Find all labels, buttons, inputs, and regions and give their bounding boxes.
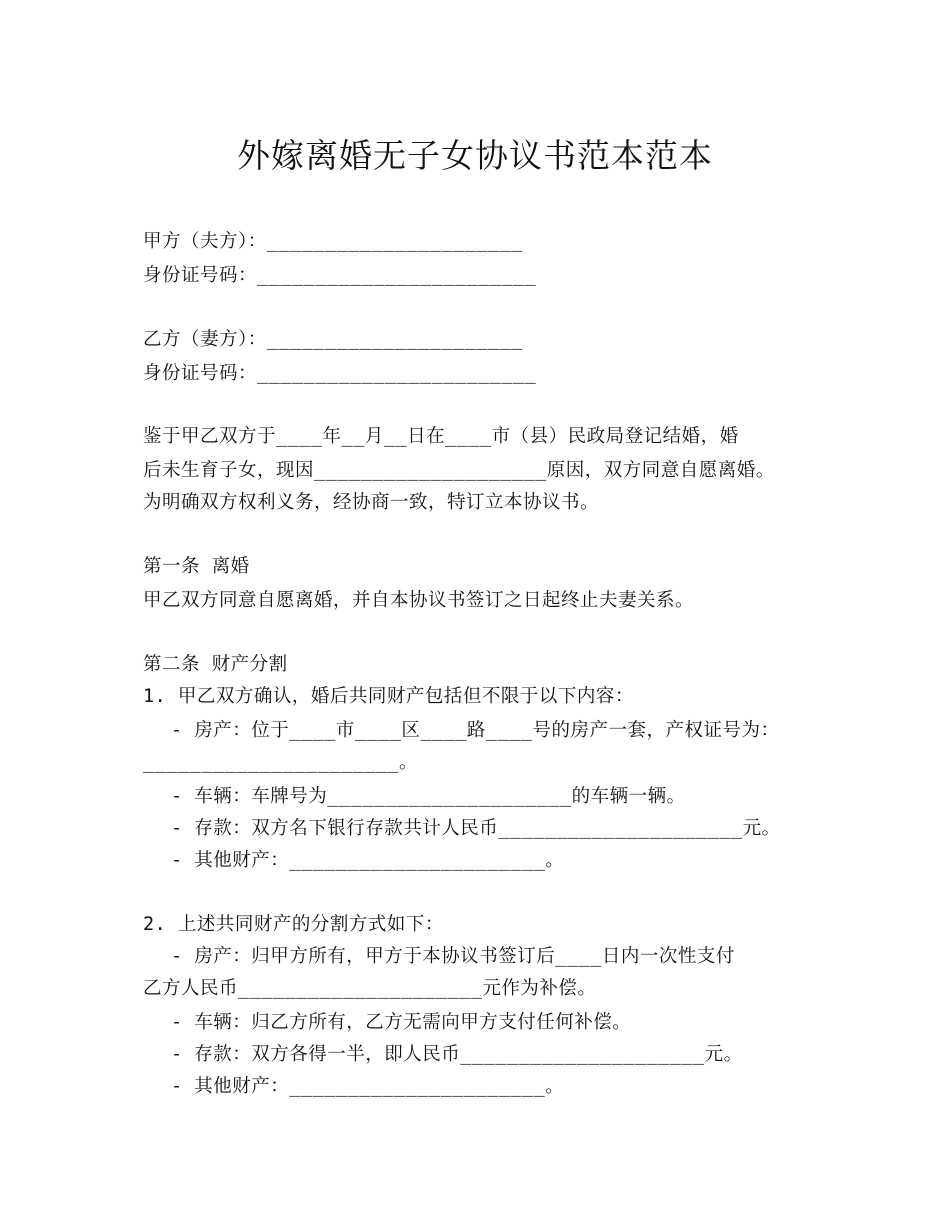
intro-line-3: 为明确双方权利义务，经协商一致，特订立本协议书。 [143, 492, 600, 513]
party-a-id-line: 身份证号码：________________________ [143, 265, 537, 286]
item-2-vehicle: - 车辆：归乙方所有，乙方无需向甲方支付任何补偿。 [171, 1012, 632, 1033]
article-2-heading: 第二条 财产分割 [143, 654, 288, 675]
item-1-house-line-2: ______________________。 [143, 752, 419, 773]
item-1-vehicle: - 车辆：车牌号为_____________________的车辆一辆。 [171, 786, 686, 807]
intro-line-2: 后未生育子女，现因____________________原因，双方同意自愿离婚。 [143, 460, 775, 481]
party-a-line: 甲方（夫方）：______________________ [143, 231, 523, 252]
party-b-line: 乙方（妻方）：______________________ [143, 329, 523, 350]
item-1-deposit: - 存款：双方名下银行存款共计人民币_____________________元。 [171, 818, 781, 839]
document-title: 外嫁离婚无子女协议书范本范本 [237, 136, 713, 175]
article-2-item-1: 1. 甲乙双方确认，婚后共同财产包括但不限于以下内容： [143, 686, 634, 707]
article-1-body: 甲乙双方同意自愿离婚，并自本协议书签订之日起终止夫妻关系。 [143, 590, 695, 611]
item-2-house-line-1: - 房产：归甲方所有，甲方于本协议书签订后____日内一次性支付 [171, 946, 735, 967]
article-2-item-2: 2. 上述共同财产的分割方式如下： [143, 914, 444, 935]
item-1-house-line-1: - 房产：位于____市____区____路____号的房产一套，产权证号为： [171, 720, 780, 741]
article-1-heading: 第一条 离婚 [143, 556, 250, 577]
item-2-house-line-2: 乙方人民币_____________________元作为补偿。 [143, 978, 597, 999]
party-b-id-line: 身份证号码：________________________ [143, 363, 537, 384]
intro-line-1: 鉴于甲乙双方于____年__月__日在____市（县）民政局登记结婚，婚 [143, 426, 739, 447]
item-1-other: - 其他财产：______________________。 [171, 850, 565, 871]
item-2-deposit: - 存款：双方各得一半，即人民币_____________________元。 [171, 1044, 743, 1065]
item-2-other: - 其他财产：______________________。 [171, 1076, 565, 1097]
